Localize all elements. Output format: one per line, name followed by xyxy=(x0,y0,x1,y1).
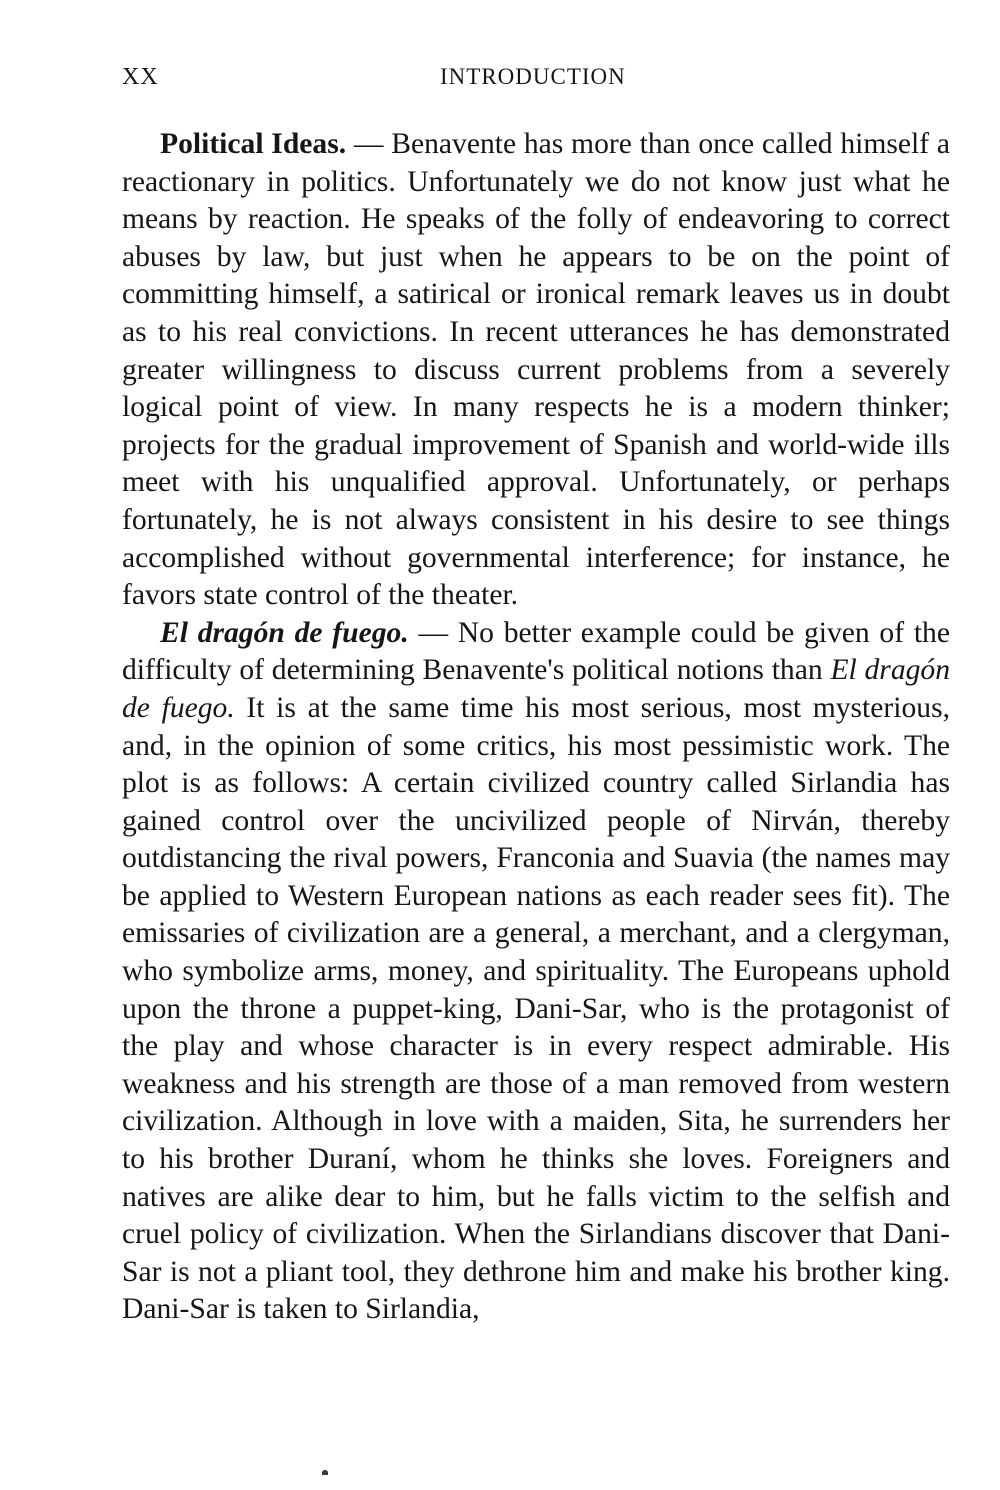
paragraph-text: Benavente has more than once called himself a reactionary in politics. Unfortunately we do not know just what he means by reaction. He speaks of the folly of endeavoring to correct abuses by law, but just when he appears to be on the point of committing himself, a satirical or ironical remark leaves us in doubt as to his real convictions. In recent utterances he has demonstrated greater willingness to discuss current problems from a severely logical point of view. In many respects he is a modern thinker; projects for the gradual improvement of Spanish and world-wide ills meet with his unqualified approval. Unfortunately, or perhaps fortunately, he is not always consistent in his desire to see things accomplished without governmental interference; for instance, he favors state control of the theater. xyxy=(122,128,950,612)
page-number: XX xyxy=(122,64,159,90)
paragraph-el-dragon-de-fuego xyxy=(122,615,950,1329)
paragraph-text: No better example could be given of the difficulty of determining Benavente's political notions than xyxy=(122,616,950,687)
paragraph-text: It is at the same time his most serious, most mysterious, and, in the opinion of some critics, his most pessimistic work. The plot is as follows: A certain civilized country called Sirlandia has gained control over the uncivilized people of Nirván, thereby outdistancing the rival powers, Franconia and Suavia (the names may be applied to Western European nations as each reader sees fit). The emissaries of civilization are a general, a merchant, and a clergyman, who symbolize arms, money, and spirituality. The Europeans uphold upon the throne a puppet-king, Dani-Sar, who is the protagonist of the play and whose character is in every respect admirable. His weakness and his strength are those of a man removed from western civilization. Although in love with a maiden, Sita, he surrenders her to his brother Duraní, whom he thinks she loves. Foreigners and natives are alike dear to him, but he falls victim to the selfish and cruel policy of civilization. When the Sirlandians discover that Dani-Sar is not a pliant tool, they dethrone him and make his brother king. Dani-Sar is taken to Sirlandia, xyxy=(122,691,950,1326)
section-heading-political-ideas: Political Ideas. xyxy=(160,128,347,160)
section-heading-el-dragon-de-fuego: El dragón de fuego. xyxy=(160,616,409,649)
heading-dash: — xyxy=(346,128,392,160)
running-head xyxy=(122,64,950,100)
running-title: INTRODUCTION xyxy=(440,64,626,89)
heading-dash: — xyxy=(408,616,458,649)
play-title-reference: El dragón de fuego. xyxy=(122,654,951,724)
paragraph-political-ideas xyxy=(122,126,950,615)
body-text xyxy=(122,126,950,1329)
signature-mark xyxy=(322,1470,328,1475)
